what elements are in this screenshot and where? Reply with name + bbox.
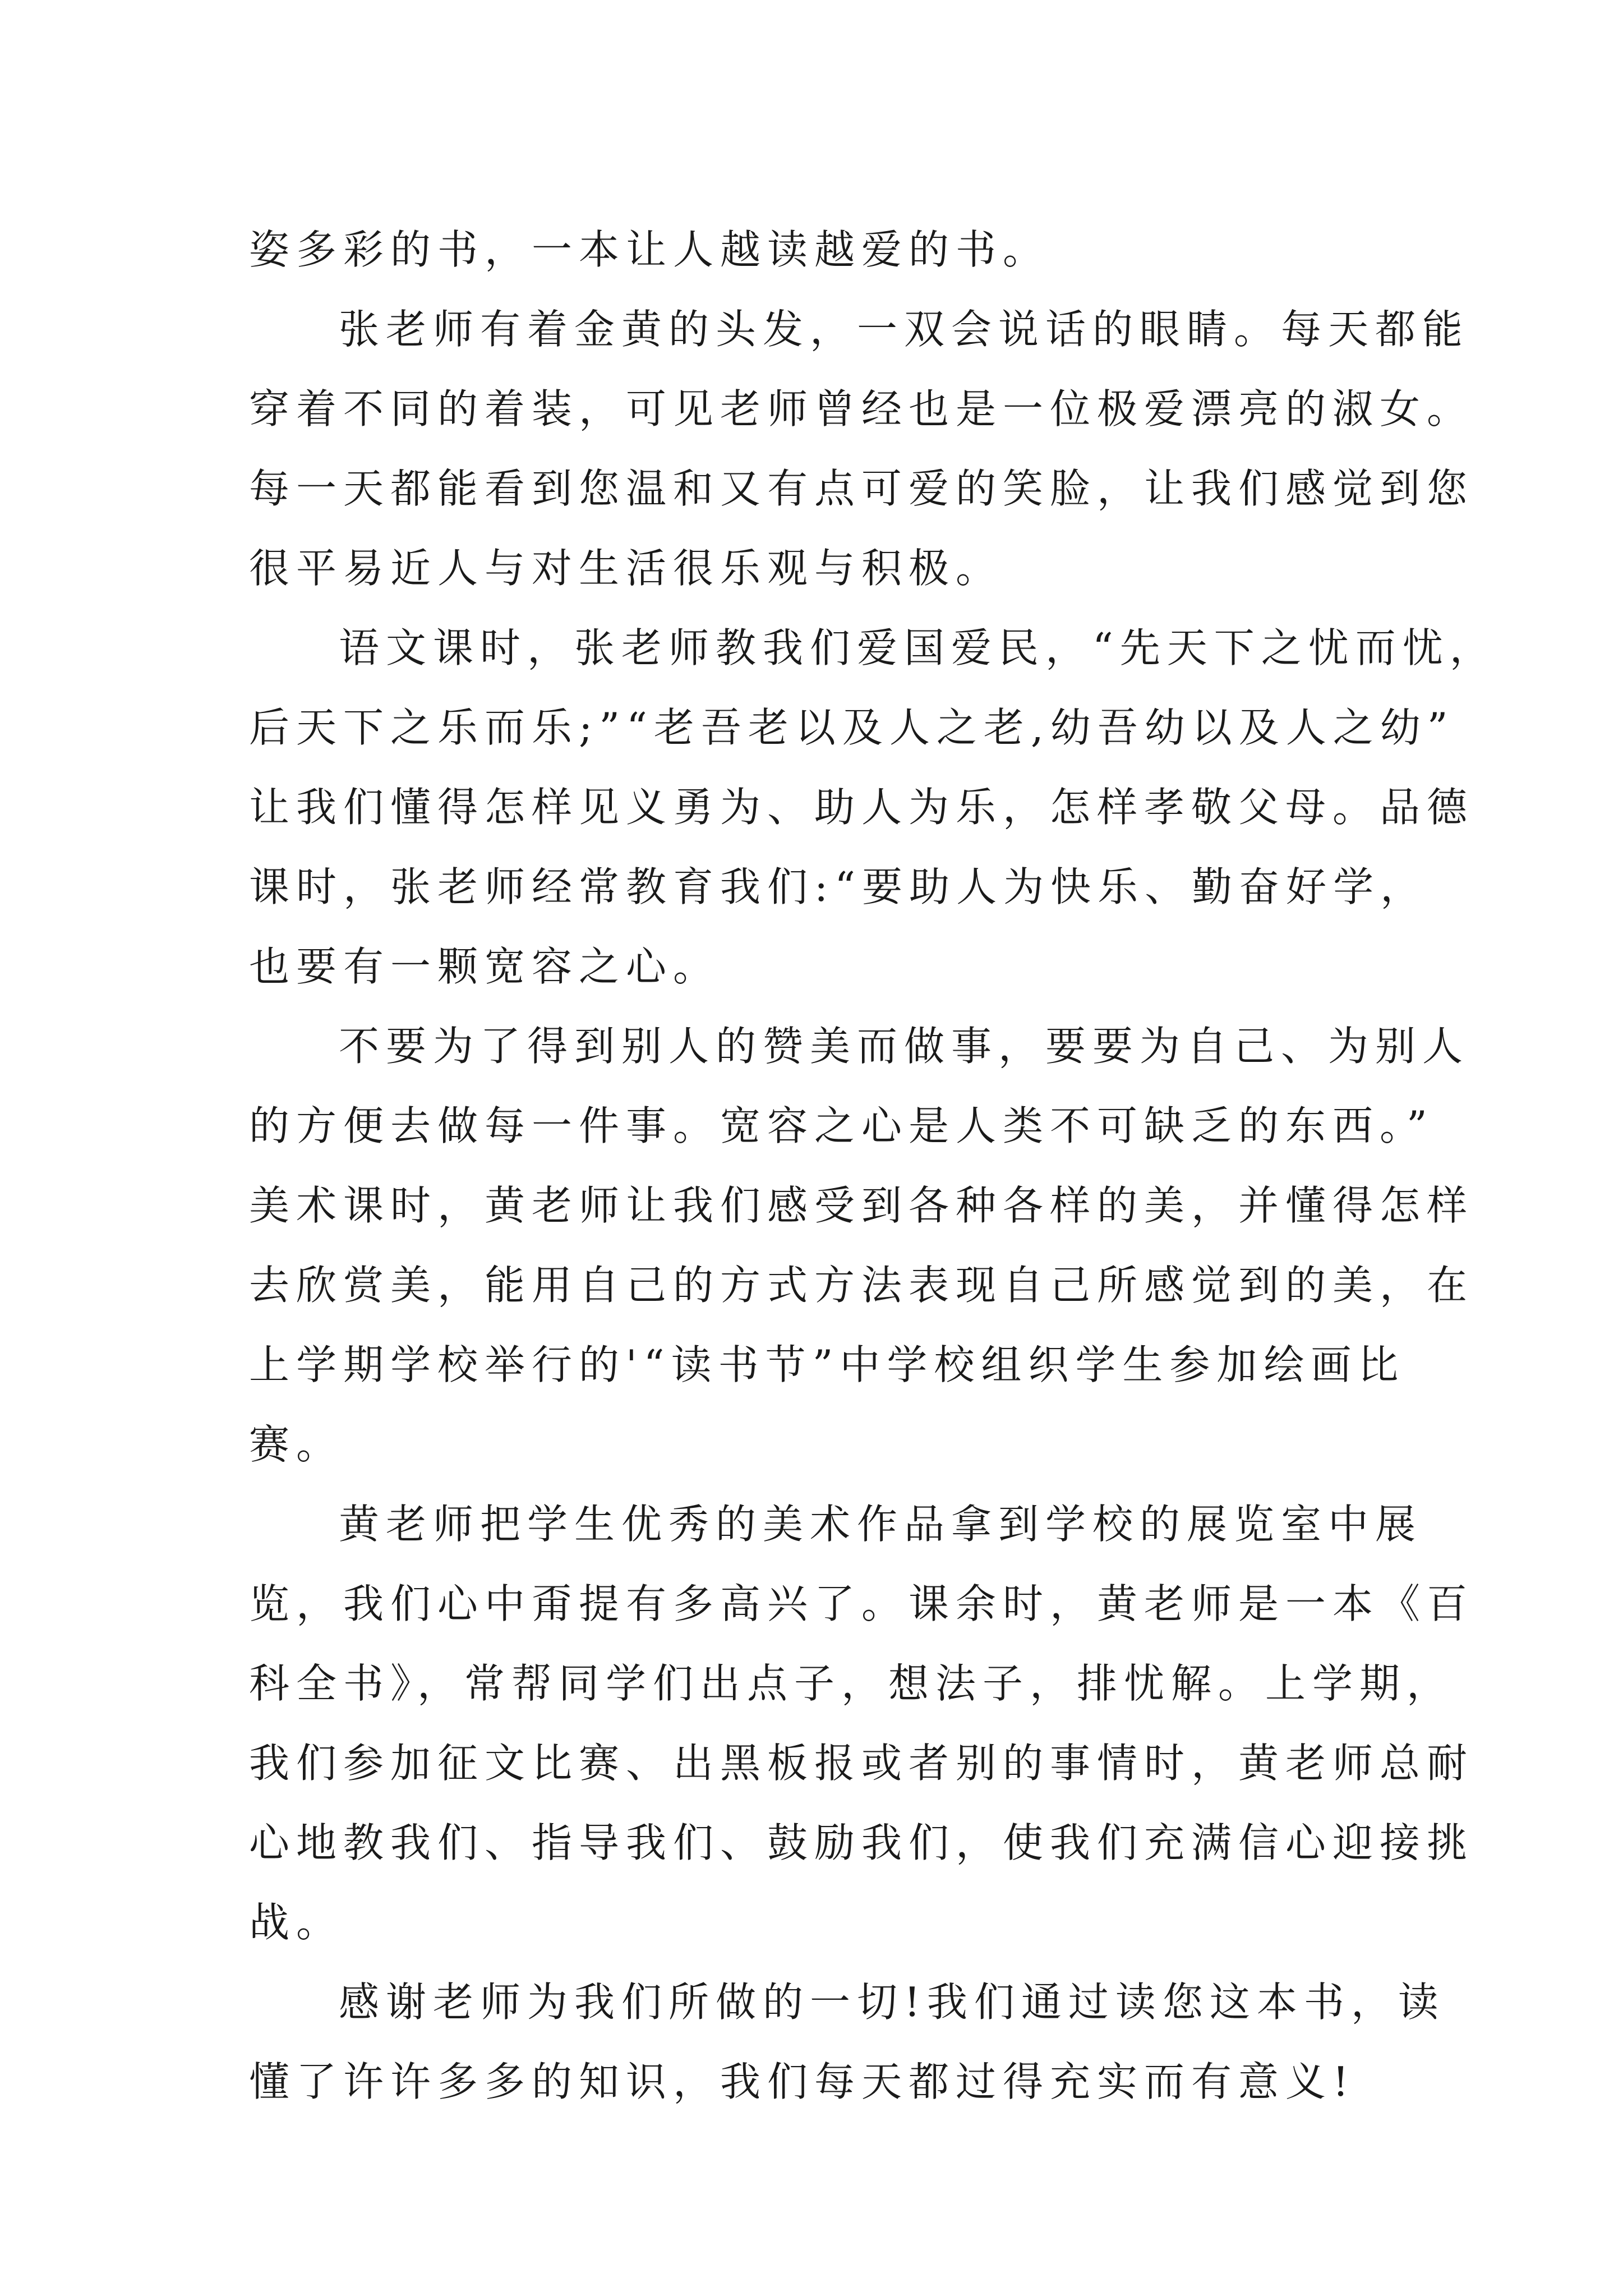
paragraph-3-line-2: 后天下之乐而乐;”“老吾老以及人之老,幼吾幼以及人之幼” xyxy=(249,704,1455,751)
paragraph-5-line-1: 黄老师把学生优秀的美术作品拿到学校的展览室中展 xyxy=(339,1501,1423,1548)
paragraph-3-line-4: 课时，张老师经常教育我们:“要助人为快乐、勤奋好学， xyxy=(249,863,1428,910)
paragraph-3-line-3: 让我们懂得怎样见义勇为、助人为乐，怎样孝敬父母。品德 xyxy=(249,784,1474,831)
paragraph-5-line-2: 览，我们心中甭提有多高兴了。课余时，黄老师是一本《百 xyxy=(249,1580,1474,1627)
paragraph-2-line-1: 张老师有着金黄的头发，一双会说话的眼睛。每天都能 xyxy=(339,306,1470,353)
paragraph-5-line-6: 战。 xyxy=(249,1899,344,1946)
paragraph-6-line-1: 感谢老师为我们所做的一切!我们通过读您这本书，读 xyxy=(339,1978,1445,2026)
paragraph-5-line-5: 心地教我们、指导我们、鼓励我们，使我们充满信心迎接挑 xyxy=(249,1819,1474,1866)
paragraph-4-line-5: 上学期学校举行的'“读书节”中学校组织学生参加绘画比 xyxy=(249,1341,1405,1388)
paragraph-4-line-4: 去欣赏美，能用自己的方式方法表现自己所感觉到的美，在 xyxy=(249,1262,1474,1309)
paragraph-4-line-2: 的方便去做每一件事。宽容之心是人类不可缺乏的东西。” xyxy=(249,1102,1434,1149)
paragraph-1-line-1: 姿多彩的书，一本让人越读越爱的书。 xyxy=(249,226,1050,273)
paragraph-3-line-1: 语文课时，张老师教我们爱国爱民，“先天下之忧而忧， xyxy=(339,624,1497,671)
paragraph-5-line-4: 我们参加征文比赛、出黑板报或者别的事情时，黄老师总耐 xyxy=(249,1740,1474,1787)
paragraph-3-line-5: 也要有一颗宽容之心。 xyxy=(249,943,721,990)
paragraph-4-line-1: 不要为了得到别人的赞美而做事，要要为自己、为别人 xyxy=(339,1023,1470,1070)
paragraph-2-line-4: 很平易近人与对生活很乐观与积极。 xyxy=(249,545,1003,592)
paragraph-2-line-2: 穿着不同的着装，可见老师曾经也是一位极爱漂亮的淑女。 xyxy=(249,385,1474,432)
body-text xyxy=(249,210,1497,2122)
paragraph-4-line-6: 赛。 xyxy=(249,1421,344,1468)
paragraph-2-line-3: 每一天都能看到您温和又有点可爱的笑脸，让我们感觉到您 xyxy=(249,465,1474,512)
paragraph-4-line-3: 美术课时，黄老师让我们感受到各种各样的美，并懂得怎样 xyxy=(249,1182,1474,1229)
paragraph-5-line-3: 科全书》，常帮同学们出点子，想法子，排忧解。上学期， xyxy=(249,1660,1454,1707)
paragraph-6-line-2: 懂了许许多多的知识，我们每天都过得充实而有意义! xyxy=(249,2058,1355,2105)
